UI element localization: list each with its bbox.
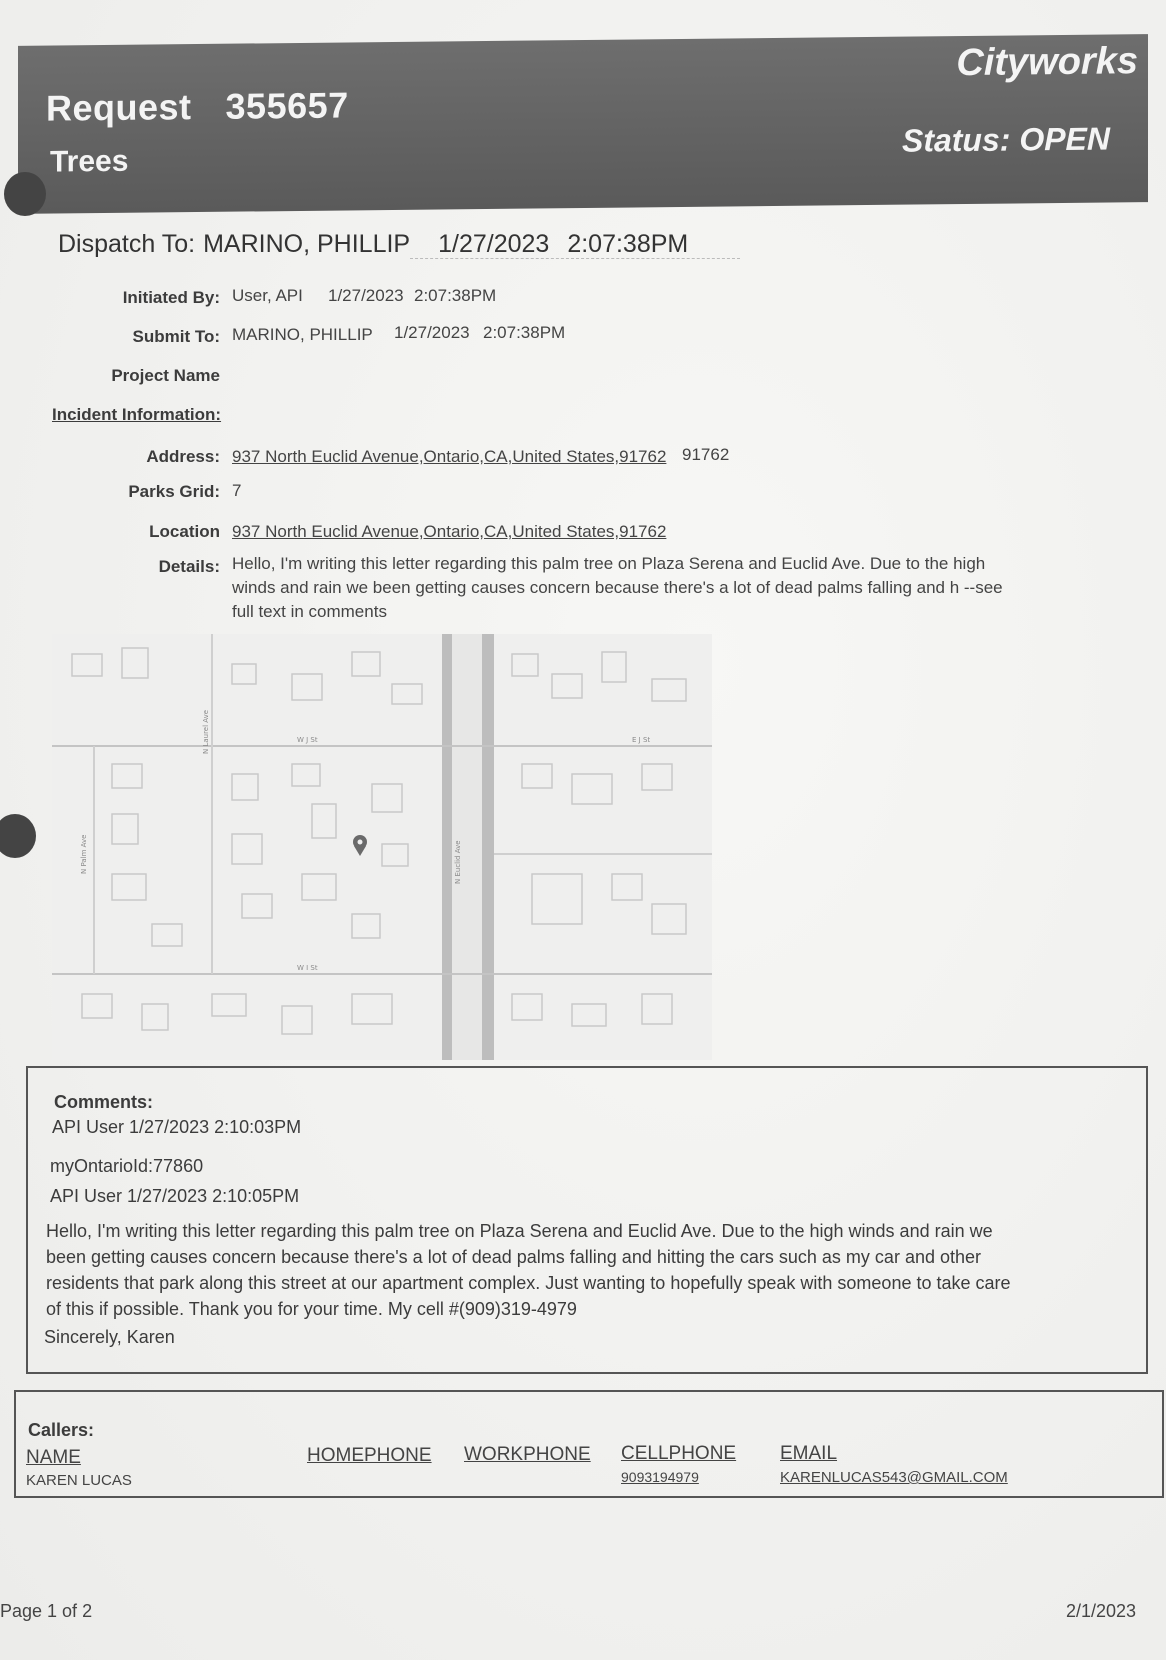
address-label: Address: — [146, 447, 220, 466]
street-label-n-laurel-ave: N Laurel Ave — [202, 709, 210, 754]
punch-hole — [4, 172, 46, 216]
street-label-w-j-st: W J St — [297, 736, 318, 744]
callers-col-name: NAME — [26, 1447, 81, 1468]
brand-logo: Cityworks — [956, 40, 1138, 85]
street-label-w-i-st: W I St — [297, 964, 318, 972]
details-label: Details: — [158, 557, 220, 576]
dispatch-divider — [410, 258, 740, 259]
request-type: Trees — [50, 144, 129, 179]
header-banner — [18, 34, 1148, 214]
callers-col-email: EMAIL — [780, 1443, 838, 1464]
initiated-label: Initiated By: — [122, 288, 220, 307]
initiated-time: 2:07:38PM — [414, 286, 497, 305]
street-label-n-palm-ave: N Palm Ave — [80, 834, 88, 874]
parks-value: 7 — [232, 481, 242, 500]
request-number: 355657 — [225, 84, 349, 127]
dispatch-time: 2:07:38PM — [567, 230, 689, 258]
location-link[interactable]: 937 North Euclid Avenue,Ontario,CA,United States,91762 — [232, 522, 667, 541]
dispatch-date: 1/27/2023 — [438, 230, 550, 258]
map-graphic — [52, 634, 712, 1060]
dispatch-line — [58, 230, 716, 259]
submit-time: 2:07:38PM — [483, 323, 566, 342]
comment-signoff: Sincerely, Karen — [44, 1327, 175, 1347]
address-zip: 91762 — [682, 445, 730, 464]
submit-name: MARINO, PHILLIP — [232, 325, 373, 344]
initiated-name: User, API — [232, 286, 303, 305]
project-label: Project Name — [111, 366, 220, 385]
dispatch-label: Dispatch To: — [58, 230, 196, 258]
details-text: Hello, I'm writing this letter regarding this palm tree on Plaza Serena and Euclid Ave. Due to the high winds and rain we been getting causes concern because there's a lot of dead palms falling and h --see full text in comments — [232, 554, 1003, 621]
caller-cellphone-link[interactable]: 9093194979 — [621, 1469, 699, 1485]
street-label-n-euclid-ave: N Euclid Ave — [454, 840, 462, 884]
callers-col-cellphone: CELLPHONE — [621, 1443, 737, 1464]
callers-title: Callers: — [28, 1420, 95, 1440]
print-date: 2/1/2023 — [1066, 1601, 1137, 1621]
street-label-e-j-st: E J St — [632, 736, 651, 744]
request-label: Request — [46, 86, 192, 129]
initiated-date: 1/27/2023 — [328, 286, 404, 305]
comment-ontario-id: myOntarioId:77860 — [50, 1156, 204, 1176]
address-link[interactable]: 937 North Euclid Avenue,Ontario,CA,United States,91762 — [232, 447, 667, 466]
callers-col-homephone: HOMEPHONE — [307, 1445, 432, 1466]
submit-date: 1/27/2023 — [394, 323, 470, 342]
submit-label: Submit To: — [132, 327, 220, 346]
callers-col-workphone: WORKPHONE — [464, 1444, 591, 1465]
comment-entry-2: API User 1/27/2023 2:10:05PM — [50, 1186, 300, 1206]
request-title — [46, 84, 383, 130]
status-badge: Status: OPEN — [901, 120, 1110, 159]
page-number: Page 1 of 2 — [0, 1601, 93, 1621]
parks-label: Parks Grid: — [128, 482, 220, 501]
incident-section-title: Incident Information: — [52, 405, 222, 424]
caller-email-link[interactable]: KARENLUCAS543@GMAIL.COM — [780, 1469, 1008, 1486]
location-label: Location — [149, 522, 220, 541]
location-map[interactable] — [52, 634, 712, 1060]
comments-title: Comments: — [54, 1092, 154, 1112]
comment-entry-1: API User 1/27/2023 2:10:03PM — [52, 1117, 302, 1137]
dispatch-name: MARINO, PHILLIP — [203, 230, 411, 258]
comment-body: Hello, I'm writing this letter regarding this palm tree on Plaza Serena and Euclid Ave. Due to the high winds and rain we been getting causes concern because there's a lot of dead palms falling and hitting the cars such as my car and other residents that park along this street at our apartment complex. Just wanting to hopefully speak with someone to take care of this if possible. Thank you for your time. My cell #(909)319-4979 — [46, 1221, 1011, 1319]
caller-name: KAREN LUCAS — [26, 1472, 132, 1489]
